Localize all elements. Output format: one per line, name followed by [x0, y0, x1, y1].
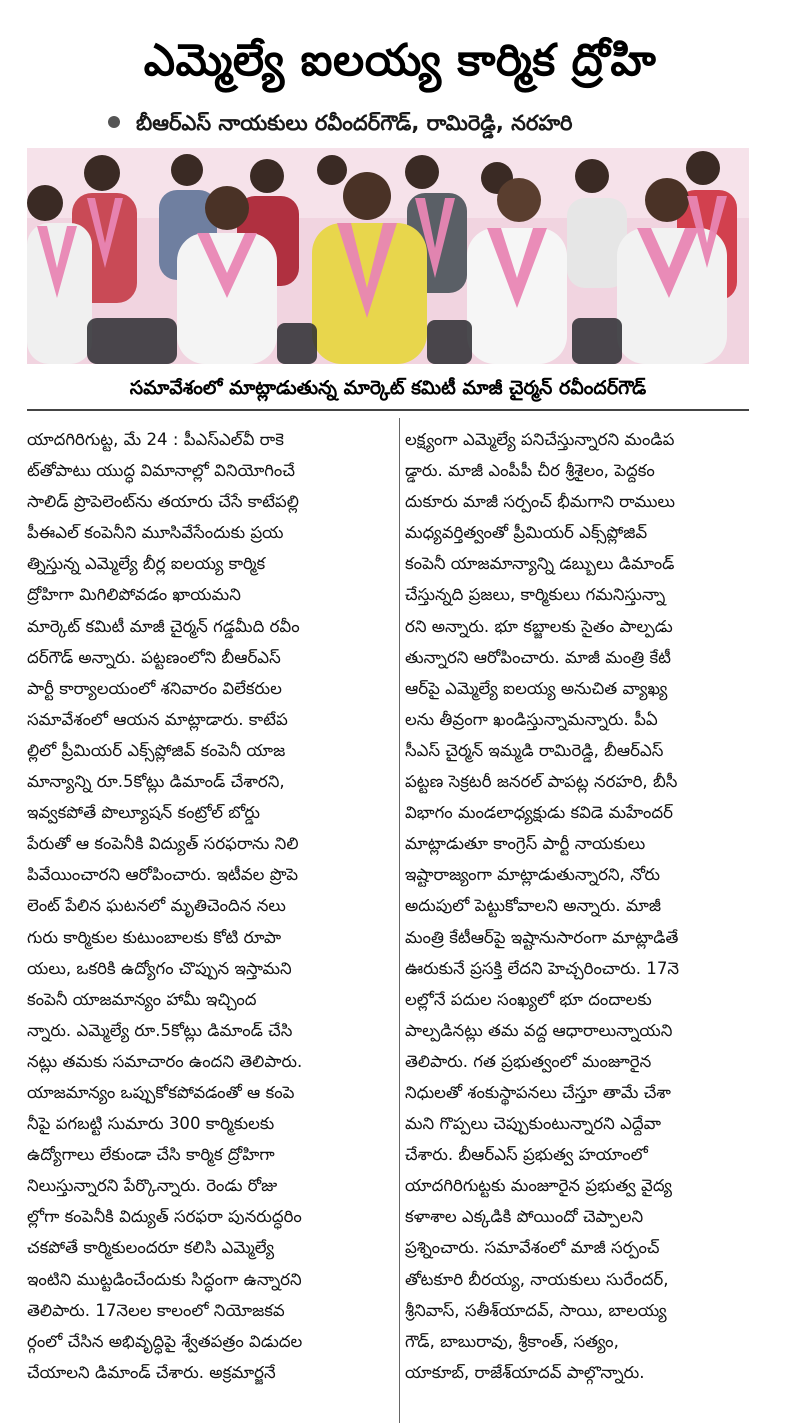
body-line: పట్టణ సెక్రటరీ జనరల్ పాపట్ల నరహరి, బీసీ: [405, 772, 678, 792]
body-line: పాల్పడినట్లు తమ వద్ద ఆధారాలున్నాయని: [405, 1020, 673, 1040]
body-line: మాట్లాడుతూ కాంగ్రెస్ పార్టీ నాయకులు: [405, 834, 646, 854]
article-left-column: [27, 424, 390, 1424]
headline: ఎమ్మెల్యే ఐలయ్య కార్మిక ద్రోహి: [143, 35, 657, 86]
body-line: చేశారు. బీఆర్ఎస్ ప్రభుత్వ హయాంలో: [405, 1145, 648, 1165]
news-photo-illustration: [27, 148, 749, 364]
body-line: ఉద్యోగాలు లేకుండా చేసి కార్మిక ద్రోహిగా: [27, 1145, 275, 1165]
body-line: లక్ష్యంగా ఎమ్మెల్యే పనిచేస్తున్నారని మండిప: [405, 430, 675, 449]
photo-caption: సమావేశంలో మాట్లాడుతున్న మార్కెట్ కమిటీ మాజీ చైర్మన్ రవీందర్‌గౌడ్: [27, 367, 749, 411]
body-line: చేయాలని డిమాండ్ చేశారు. అక్రమార్జనే: [27, 1362, 276, 1382]
body-line: దుకూరు మాజీ సర్పంచ్ భీమగాని రాములు: [405, 492, 676, 512]
body-line: తెలిపారు. గత ప్రభుత్వంలో మంజూరైన: [405, 1051, 652, 1071]
body-line: ఇవ్వకపోతే పొల్యూషన్ కంట్రోల్ బోర్డు: [27, 803, 261, 823]
body-line: నీపై పగబట్టి సుమారు 300 కార్మికులకు: [27, 1114, 275, 1134]
body-line: మని గొప్పలు చెప్పుకుంటున్నారని ఎద్దేవా: [405, 1114, 661, 1134]
body-line: న్నారు. ఎమ్మెల్యే రూ.5కోట్లు డిమాండ్ చేసి: [27, 1020, 293, 1040]
body-line: యాజమాన్యం ఒప్పుకోకపోవడంతో ఆ కంపె: [27, 1082, 295, 1102]
body-line: చేస్తున్నది ప్రజలు, కార్మికులు గమనిస్తున్నా: [405, 585, 666, 605]
body-line: చకపోతే కార్మికులందరూ కలిసి ఎమ్మెల్యే: [27, 1238, 275, 1258]
body-line: యలు, ఒకరికి ఉద్యోగం చొప్పున ఇస్తామని: [27, 958, 292, 978]
body-line: పివేయించారని ఆరోపించారు. ఇటీవల ప్రొపె: [27, 865, 298, 885]
body-line: మంత్రి కేటీఆర్‌పై ఇష్టానుసారంగా మాట్లాడితే: [405, 927, 679, 947]
body-line: మాన్యాన్ని రూ.5కోట్లు డిమాండ్ చేశారని,: [27, 772, 285, 792]
body-line: ల్లిలో ప్రీమియర్ ఎక్స్‌ప్లోజివ్ కంపెనీ యాజ: [27, 740, 286, 760]
body-line: త్నిస్తున్న ఎమ్మెల్యే బీర్ల ఐలయ్య కార్మిక: [27, 554, 266, 574]
body-line: నట్లు తమకు సమాచారం ఉందని తెలిపారు.: [27, 1051, 303, 1071]
body-line: లల్లోనే పదుల సంఖ్యలో భూ దందాలకు: [405, 989, 652, 1009]
body-line: ర్గంలో చేసిన అభివృద్ధిపై శ్వేతపత్రం విడుదల: [27, 1331, 303, 1351]
news-photo: [27, 148, 749, 364]
body-line: కళాశాల ఎక్కడికి పోయిందో చెప్పాలని: [405, 1207, 644, 1227]
body-line: తెలిపారు. 17నెలల కాలంలో నియోజకవ: [27, 1300, 285, 1320]
subheadline-text: బీఆర్ఎస్ నాయకులు రవీందర్‌గౌడ్, రామిరెడ్డి, నరహరి: [136, 111, 573, 135]
body-line: తున్నారని ఆరోపించారు. మాజీ మంత్రి కేటీ: [405, 647, 671, 667]
body-line: పార్టీ కార్యాలయంలో శనివారం విలేకరుల: [27, 678, 282, 698]
body-line: ఊరుకునే ప్రసక్తి లేదని హెచ్చరించారు. 17నె: [405, 958, 680, 978]
body-line: తోటకూరి బీరయ్య, నాయకులు సురేందర్,: [405, 1269, 669, 1289]
body-line: లను తీవ్రంగా ఖండిస్తున్నామన్నారు. పీఏ: [405, 709, 658, 729]
body-line: ఇంటిని ముట్టడించేందుకు సిద్ధంగా ఉన్నారని: [27, 1269, 302, 1289]
body-line: రని అన్నారు. భూ కబ్జాలకు సైతం పాల్పడు: [405, 616, 673, 636]
body-line: ల్లోగా కంపెనీకి విద్యుత్ సరఫరా పునరుద్ధరిం: [27, 1207, 302, 1227]
body-line: దర్‌గౌడ్ అన్నారు. పట్టణంలోని బీఆర్ఎస్: [27, 647, 281, 667]
body-line: మార్కెట్ కమిటీ మాజీ చైర్మన్ గడ్డమీది రవీం: [27, 616, 300, 636]
body-line: కంపెనీ యాజమాన్యాన్ని డబ్బులు డిమాండ్: [405, 554, 675, 574]
body-line: నిధులతో శంకుస్థాపనలు చేస్తూ తామే చేశా: [405, 1082, 671, 1102]
body-line: పీఈఎల్ కంపెనీని మూసివేసేందుకు ప్రయ: [27, 523, 284, 543]
body-line: ప్రశ్నించారు. సమావేశంలో మాజీ సర్పంచ్: [405, 1238, 660, 1258]
body-line: సీఎస్ చైర్మన్ ఇమ్మడి రామిరెడ్డి, బీఆర్ఎస్: [405, 740, 664, 760]
body-line: మధ్యవర్తిత్వంతో ప్రీమియర్ ఎక్స్‌ప్లోజివ్: [405, 523, 648, 543]
column-divider: [399, 418, 400, 1423]
body-line: నిలుస్తున్నారని పేర్కొన్నారు. రెండు రోజు: [27, 1176, 278, 1196]
body-line: లెంట్ పేలిన ఘటనలో మృతిచెందిన నలు: [27, 896, 286, 916]
body-line: శ్రీనివాస్, సతీశ్‌యాదవ్, సాయి, బాలయ్య: [405, 1300, 667, 1320]
body-line: ఆర్‌పై ఎమ్మెల్యే ఐలయ్య అనుచిత వ్యాఖ్య: [405, 678, 668, 698]
subheadline: [108, 108, 768, 138]
body-line: యాదగిరిగుట్టకు మంజూరైన ప్రభుత్వ వైద్య: [405, 1176, 673, 1196]
body-line: పేరుతో ఆ కంపెనీకి విద్యుత్ సరఫరాను నిలి: [27, 834, 299, 854]
body-line: సాలిడ్ ప్రొపెలెంట్‌ను తయారు చేసే కాటేపల్లి: [27, 492, 299, 512]
top-cropped-strip: [0, 0, 800, 10]
body-line: విభాగం మండలాధ్యక్షుడు కవిడె మహేందర్: [405, 803, 673, 823]
body-line: అదుపులో పెట్టుకోవాలని అన్నారు. మాజీ: [405, 896, 661, 916]
body-line: గౌడ్, బాబురావు, శ్రీకాంత్, సత్యం,: [405, 1331, 619, 1351]
body-line: గురు కార్మికుల కుటుంబాలకు కోటి రూపా: [27, 927, 282, 947]
body-line: ఇష్టారాజ్యంగా మాట్లాడుతున్నారని, నోరు: [405, 865, 661, 885]
body-line: సమావేశంలో ఆయన మాట్లాడారు. కాటేప: [27, 709, 288, 729]
bullet-icon: [108, 116, 120, 128]
article-right-column: [405, 424, 755, 1424]
body-line: డ్డారు. మాజీ ఎంపీపీ చీర శ్రీశైలం, పెద్దకం: [405, 461, 655, 481]
body-line: యాకూబ్, రాజేశ్‌యాదవ్ పాల్గొన్నారు.: [405, 1362, 645, 1382]
body-line: ద్రోహిగా మిగిలిపోవడం ఖాయమని: [27, 585, 241, 605]
body-line: కంపెనీ యాజమాన్యం హామీ ఇచ్చింద: [27, 989, 257, 1009]
body-line: యాదగిరిగుట్ట, మే 24 : పీఎస్ఎల్‌వీ రాకె: [27, 430, 284, 449]
body-line: ట్‌తోపాటు యుద్ధ విమానాల్లో వినియోగించే: [27, 461, 295, 481]
